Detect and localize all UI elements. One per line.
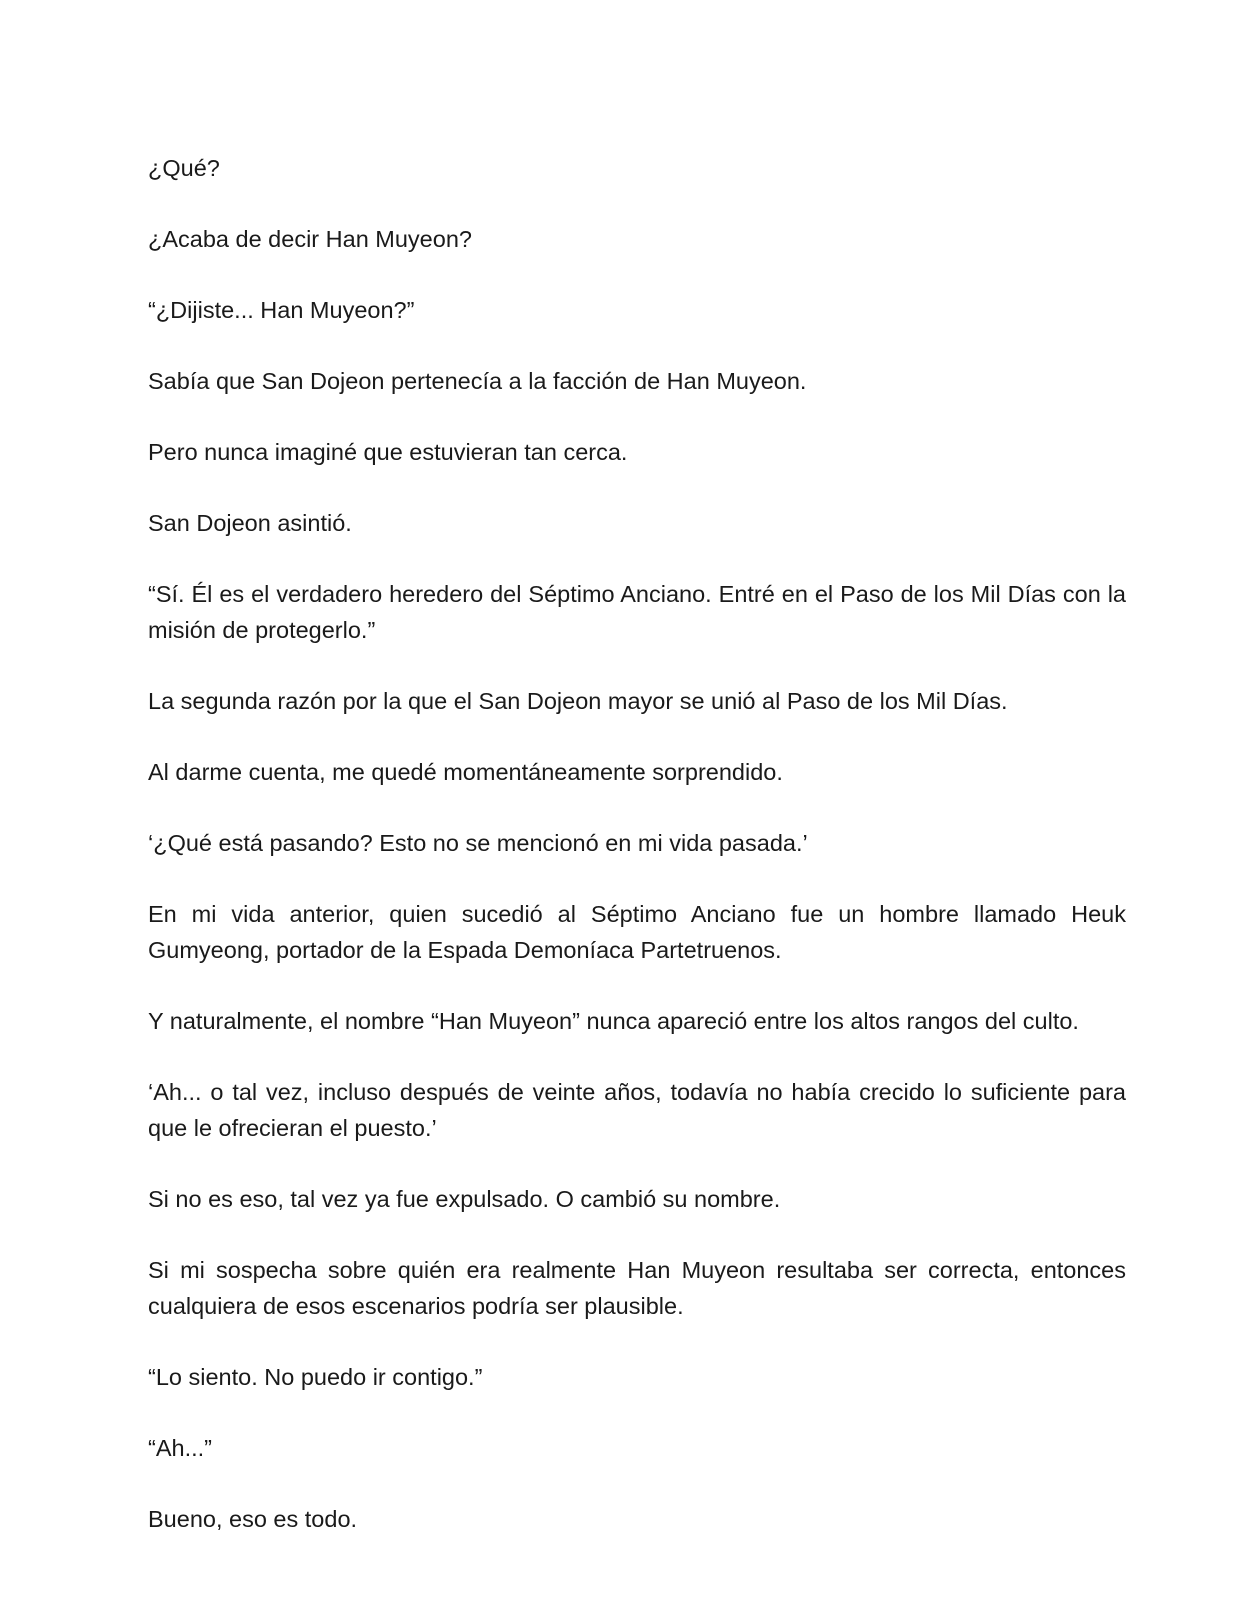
paragraph: Al darme cuenta, me quedé momentáneamente sorprendido. <box>148 759 783 785</box>
paragraph: Pero nunca imaginé que estuvieran tan cerca. <box>148 439 628 465</box>
paragraph: La segunda razón por la que el San Dojeon mayor se unió al Paso de los Mil Días. <box>148 688 1008 714</box>
paragraph: Si no es eso, tal vez ya fue expulsado. O cambió su nombre. <box>148 1186 781 1212</box>
paragraph: Sabía que San Dojeon pertenecía a la facción de Han Muyeon. <box>148 368 807 394</box>
paragraph: “Ah...” <box>148 1435 212 1461</box>
paragraph: San Dojeon asintió. <box>148 510 352 536</box>
body-text <box>148 150 1126 1572</box>
paragraph: Y naturalmente, el nombre “Han Muyeon” nunca apareció entre los altos rangos del culto. <box>148 1008 1079 1034</box>
paragraph: ‘¿Qué está pasando? Esto no se mencionó en mi vida pasada.’ <box>148 830 808 856</box>
paragraph: ¿Qué? <box>148 155 220 181</box>
paragraph: “Sí. Él es el verdadero heredero del Séptimo Anciano. Entré en el Paso de los Mil Días con la misión de protegerlo.” <box>148 581 1126 643</box>
paragraph: Bueno, eso es todo. <box>148 1506 358 1532</box>
paragraph: ‘Ah... o tal vez, incluso después de veinte años, todavía no había crecido lo suficiente para que le ofrecieran el puesto.’ <box>148 1079 1126 1141</box>
paragraph: ¿Acaba de decir Han Muyeon? <box>148 226 472 252</box>
paragraph: Si mi sospecha sobre quién era realmente Han Muyeon resultaba ser correcta, entonces cualquiera de esos escenarios podría ser plausible. <box>148 1257 1126 1319</box>
paragraph: “¿Dijiste... Han Muyeon?” <box>148 297 415 323</box>
paragraph: En mi vida anterior, quien sucedió al Séptimo Anciano fue un hombre llamado Heuk Gumyeong, portador de la Espada Demoníaca Partetruenos. <box>148 901 1126 963</box>
paragraph: “Lo siento. No puedo ir contigo.” <box>148 1364 483 1390</box>
